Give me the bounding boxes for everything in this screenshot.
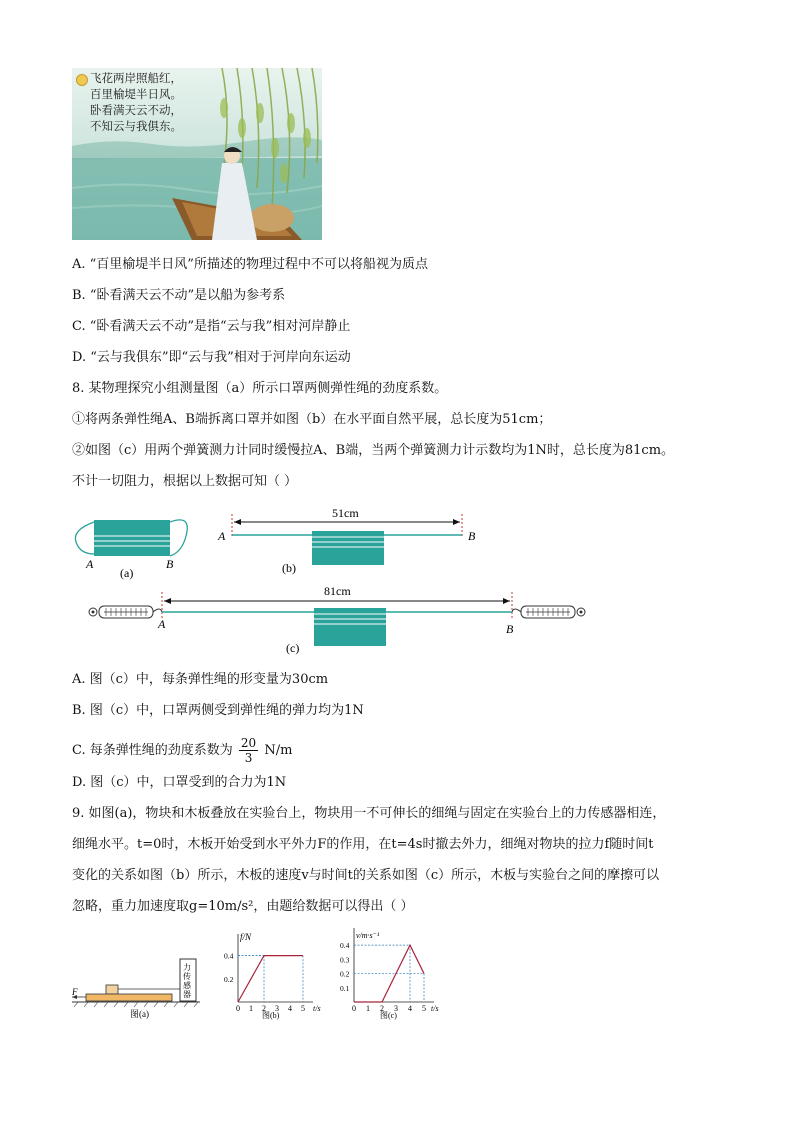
- poem-line: 不知云与我俱东。: [90, 119, 182, 133]
- fraction-denominator: 3: [244, 751, 253, 765]
- q8-step2: ②如图（c）用两个弹簧测力计同时缓慢拉A、B端，当两个弹簧测力计示数均为1N时，总长度为81cm。: [72, 443, 675, 458]
- x-tick-label: 4: [408, 1004, 412, 1013]
- chart-b-xlabel: t/s: [313, 1004, 321, 1013]
- poem-illustration: [72, 68, 322, 240]
- poem-text: [90, 70, 182, 134]
- chart-c-caption: 图(c): [380, 1011, 397, 1020]
- q9-line-3: 变化的关系如图（b）所示，木板的速度v与时间t的关系如图（c）所示，木板与实验台之间的摩擦可以: [72, 868, 660, 883]
- x-tick-label: 5: [301, 1004, 305, 1013]
- q7-option-d: D. “云与我俱东”即“云与我”相对于河岸向东运动: [72, 350, 351, 365]
- point-a-label: A: [218, 529, 226, 543]
- q8-option-b: B. 图（c）中，口罩两侧受到弹性绳的弹力均为1N: [72, 703, 364, 718]
- q7-option-a: A. “百里榆堤半日风”所描述的物理过程中不可以将船视为质点: [72, 257, 428, 272]
- q9-line-1: 9. 如图(a)，物块和木板叠放在实验台上，物块用一不可伸长的细绳与固定在实验台上的力传感器相连，: [72, 806, 666, 821]
- length-81-label: 81cm: [324, 584, 351, 598]
- y-tick-label: 0.2: [340, 969, 350, 979]
- cord-figure-c: [89, 584, 585, 655]
- cord-figure-b: [217, 506, 476, 575]
- force-f-label: F: [72, 987, 78, 997]
- chart-c-xlabel: t/s: [431, 1004, 439, 1013]
- point-b-label: B: [166, 557, 174, 571]
- q9-line-2: 细绳水平。t=0时，木板开始受到水平外力F的作用，在t=4s时撤去外力，细绳对物块的拉力f随时间t: [72, 837, 654, 852]
- q7-option-b: B. “卧看满天云不动”是以船为参考系: [72, 288, 286, 303]
- point-b-label: B: [506, 622, 514, 636]
- fraction: [239, 736, 258, 765]
- fig-a-caption: 图(a): [130, 1009, 149, 1019]
- q8-step3: 不计一切阻力，根据以上数据可知（ ）: [72, 474, 298, 489]
- x-tick-label: 3: [394, 1004, 398, 1013]
- point-a-label: A: [86, 557, 94, 571]
- q9-figure-a: [70, 955, 210, 1021]
- q7-option-c: C. “卧看满天云不动”是指“云与我”相对河岸静止: [72, 319, 351, 334]
- x-tick-label: 3: [275, 1004, 279, 1013]
- x-tick-label: 2: [380, 1004, 384, 1013]
- q8-step1: ①将两条弹性绳A、B端拆离口罩并如图（b）在水平面自然平展，总长度为51cm；: [72, 412, 552, 427]
- y-tick-label: 0.4: [224, 951, 234, 961]
- fraction-numerator: 20: [240, 736, 257, 750]
- chart-b-axes: [224, 934, 313, 1013]
- fig-c-label: (c): [286, 641, 300, 655]
- poem-line: 飞花两岸照船红，: [90, 71, 182, 85]
- q8-option-d: D. 图（c）中，口罩受到的合力为1N: [72, 775, 287, 790]
- y-tick-label: 0.2: [224, 974, 234, 984]
- chart-c-axes: [340, 928, 434, 1013]
- poem-line: 百里榆堤半日风。: [90, 87, 182, 101]
- poem-line: 卧看满天云不动，: [90, 103, 182, 117]
- series-line: [238, 956, 303, 1002]
- sensor-text: 力: [183, 963, 191, 972]
- q8-option-c-unit: N/m: [264, 743, 293, 758]
- mask-figure-a: [75, 520, 187, 580]
- chart-b-caption: 图(b): [262, 1011, 280, 1020]
- y-tick-label: 0.4: [340, 941, 350, 951]
- q9-line-4: 忽略，重力加速度取g=10m/s²，由题给数据可以得出（ ）: [72, 899, 414, 914]
- x-tick-label: 1: [366, 1004, 370, 1013]
- x-tick-label: 5: [422, 1004, 426, 1013]
- x-tick-label: 0: [352, 1004, 356, 1013]
- fig-b-label: (b): [282, 561, 296, 575]
- point-b-label: B: [468, 529, 476, 543]
- q8-option-a: A. 图（c）中，每条弹性绳的形变量为30cm: [72, 672, 329, 687]
- y-tick-label: 0.1: [340, 983, 350, 993]
- sun-icon: [76, 74, 88, 86]
- x-tick-label: 2: [262, 1004, 266, 1013]
- point-a-label: A: [158, 617, 166, 631]
- q8-stem: 8. 某物理探究小组测量图（a）所示口罩两侧弹性绳的劲度系数。: [72, 381, 448, 396]
- sensor-text: 器: [183, 990, 191, 999]
- length-51-label: 51cm: [332, 506, 359, 520]
- x-tick-label: 0: [236, 1004, 240, 1013]
- q9-chart-b: [222, 928, 327, 1020]
- x-tick-label: 4: [288, 1004, 292, 1013]
- y-tick-label: 0.3: [340, 955, 350, 965]
- fig-a-label: (a): [120, 566, 134, 580]
- chart-b-ylabel: f/N: [240, 932, 252, 942]
- q9-chart-c: [332, 928, 447, 1020]
- q8-option-c: [72, 736, 292, 765]
- sensor-text: 传: [183, 972, 191, 981]
- sensor-text: 感: [183, 981, 191, 990]
- x-tick-label: 1: [249, 1004, 253, 1013]
- chart-c-ylabel: v/m·s⁻¹: [356, 931, 380, 940]
- q8-option-c-text: C. 每条弹性绳的劲度系数为: [72, 743, 233, 758]
- q8-figure: [70, 500, 610, 660]
